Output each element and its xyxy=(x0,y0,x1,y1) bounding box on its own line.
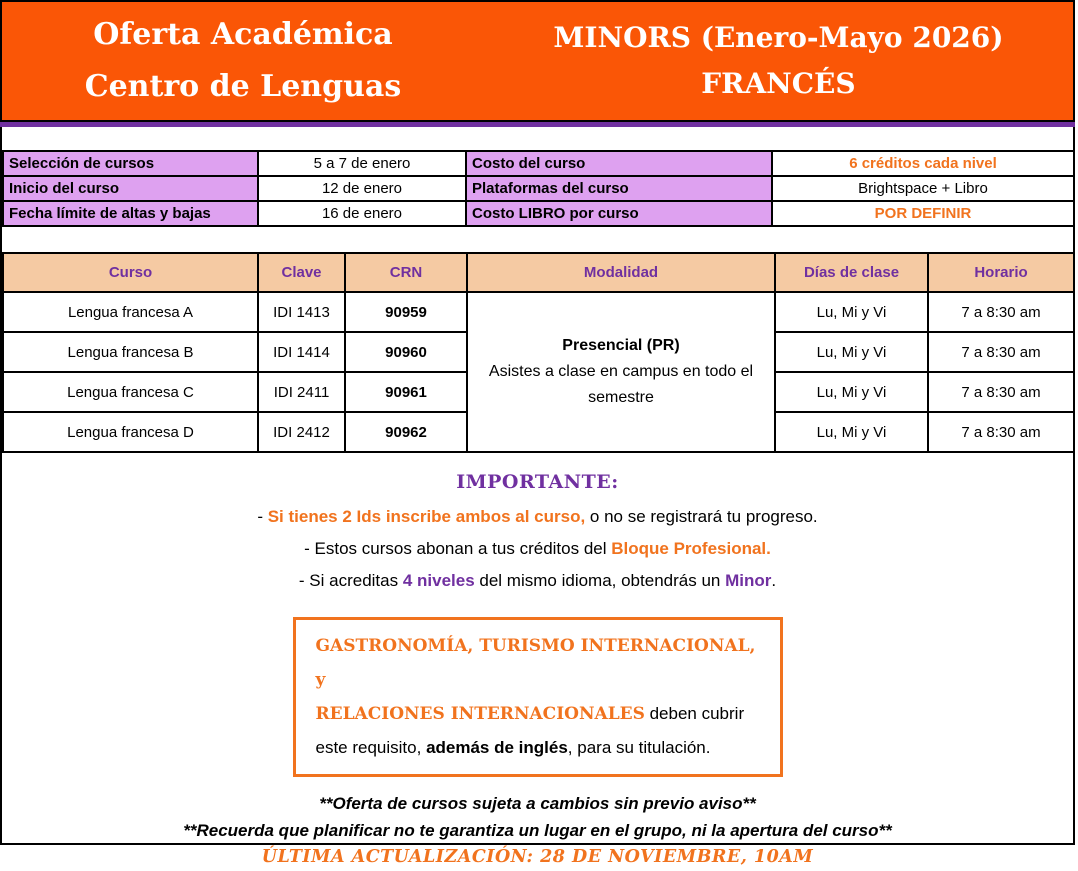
important-notes xyxy=(2,501,1073,597)
note3-highlight-niveles: 4 niveles xyxy=(402,571,475,590)
notice-line2-rest: deben cubrir xyxy=(644,704,745,723)
course-clave: IDI 2411 xyxy=(258,372,345,412)
note3-highlight-minor: Minor xyxy=(725,571,772,590)
note2-prefix: - Estos cursos abonan a tus créditos del xyxy=(304,539,612,558)
course-row xyxy=(3,292,1074,332)
info-row xyxy=(3,151,1074,176)
course-table-header-row xyxy=(3,253,1074,292)
modalidad-cell xyxy=(467,292,775,452)
org-title xyxy=(2,9,484,113)
course-name: Lengua francesa B xyxy=(3,332,258,372)
info-value-plataformas: Brightspace + Libro xyxy=(772,176,1074,201)
disclaimer-note-1: **Oferta de cursos sujeta a cambios sin previo aviso** xyxy=(319,794,756,813)
course-crn: 90961 xyxy=(345,372,467,412)
note1-rest: o no se registrará tu progreso. xyxy=(585,507,818,526)
info-label-fecha-limite: Fecha límite de altas y bajas xyxy=(3,201,258,226)
content-area xyxy=(0,127,1075,867)
notice-line-1: GASTRONOMÍA, TURISMO INTERNACIONAL, y xyxy=(315,636,756,690)
info-value-costo-libro: POR DEFINIR xyxy=(772,201,1074,226)
info-label-costo-curso: Costo del curso xyxy=(466,151,772,176)
column-header-dias: Días de clase xyxy=(775,253,928,292)
course-horario: 7 a 8:30 am xyxy=(928,372,1074,412)
note1-prefix: - xyxy=(257,507,268,526)
column-header-horario: Horario xyxy=(928,253,1074,292)
notice-line3-part1: este requisito, xyxy=(315,738,427,757)
program-title xyxy=(484,15,1073,107)
notice-line-3 xyxy=(316,731,760,765)
course-dias: Lu, Mi y Vi xyxy=(775,332,928,372)
note2-highlight: Bloque Profesional. xyxy=(611,539,771,558)
notice-line3-bold: además de inglés xyxy=(426,738,568,757)
course-name: Lengua francesa C xyxy=(3,372,258,412)
column-header-clave: Clave xyxy=(258,253,345,292)
course-clave: IDI 2412 xyxy=(258,412,345,452)
org-title-line2: Centro de Lenguas xyxy=(84,69,402,104)
info-value-costo-curso: 6 créditos cada nivel xyxy=(772,151,1074,176)
info-label-costo-libro: Costo LIBRO por curso xyxy=(466,201,772,226)
info-row xyxy=(3,176,1074,201)
last-updated: ÚLTIMA ACTUALIZACIÓN: 28 DE NOVIEMBRE, 10AM xyxy=(261,847,814,867)
course-dias: Lu, Mi y Vi xyxy=(775,292,928,332)
footer-section xyxy=(2,790,1073,871)
important-section xyxy=(2,469,1073,597)
notice-line3-part2: , para su titulación. xyxy=(567,738,711,757)
majors-notice-box xyxy=(293,617,783,777)
disclaimer-note-2: **Recuerda que planificar no te garantiza un lugar en el grupo, ni la apertura del curso** xyxy=(183,821,892,840)
column-header-curso: Curso xyxy=(3,253,258,292)
course-clave: IDI 1413 xyxy=(258,292,345,332)
note3-part3: . xyxy=(771,571,777,590)
course-crn: 90959 xyxy=(345,292,467,332)
info-value-fecha-limite: 16 de enero xyxy=(258,201,466,226)
program-title-line2: FRANCÉS xyxy=(701,67,856,100)
info-value-seleccion: 5 a 7 de enero xyxy=(258,151,466,176)
modalidad-description: Asistes a clase en campus en todo el semestre xyxy=(488,363,754,406)
notice-line2-highlight: RELACIONES INTERNACIONALES xyxy=(315,704,645,724)
course-crn: 90962 xyxy=(345,412,467,452)
course-name: Lengua francesa D xyxy=(3,412,258,452)
course-name: Lengua francesa A xyxy=(3,292,258,332)
column-header-crn: CRN xyxy=(345,253,467,292)
course-table xyxy=(2,252,1075,453)
modalidad-title: Presencial (PR) xyxy=(562,337,680,354)
course-crn: 90960 xyxy=(345,332,467,372)
note3-part2: del mismo idioma, obtendrás un xyxy=(474,571,726,590)
course-dias: Lu, Mi y Vi xyxy=(775,412,928,452)
important-note-1 xyxy=(2,501,1073,533)
info-label-inicio: Inicio del curso xyxy=(3,176,258,201)
course-dias: Lu, Mi y Vi xyxy=(775,372,928,412)
column-header-modalidad: Modalidad xyxy=(467,253,775,292)
course-clave: IDI 1414 xyxy=(258,332,345,372)
important-note-3 xyxy=(2,565,1073,597)
course-horario: 7 a 8:30 am xyxy=(928,332,1074,372)
program-title-line1: MINORS (Enero-Mayo 2026) xyxy=(553,21,1004,54)
info-row xyxy=(3,201,1074,226)
info-label-plataformas: Plataformas del curso xyxy=(466,176,772,201)
header-banner xyxy=(0,0,1075,122)
note1-highlight: Si tienes 2 Ids inscribe ambos al curso, xyxy=(267,507,586,526)
enrollment-info-table xyxy=(2,150,1075,227)
info-label-seleccion: Selección de cursos xyxy=(3,151,258,176)
course-horario: 7 a 8:30 am xyxy=(928,412,1074,452)
notice-line-2 xyxy=(316,697,760,731)
info-value-inicio: 12 de enero xyxy=(258,176,466,201)
note3-part1: - Si acreditas xyxy=(298,571,403,590)
important-heading: IMPORTANTE: xyxy=(456,471,619,493)
org-title-line1: Oferta Académica xyxy=(93,17,393,52)
important-note-2 xyxy=(2,533,1073,565)
course-horario: 7 a 8:30 am xyxy=(928,292,1074,332)
